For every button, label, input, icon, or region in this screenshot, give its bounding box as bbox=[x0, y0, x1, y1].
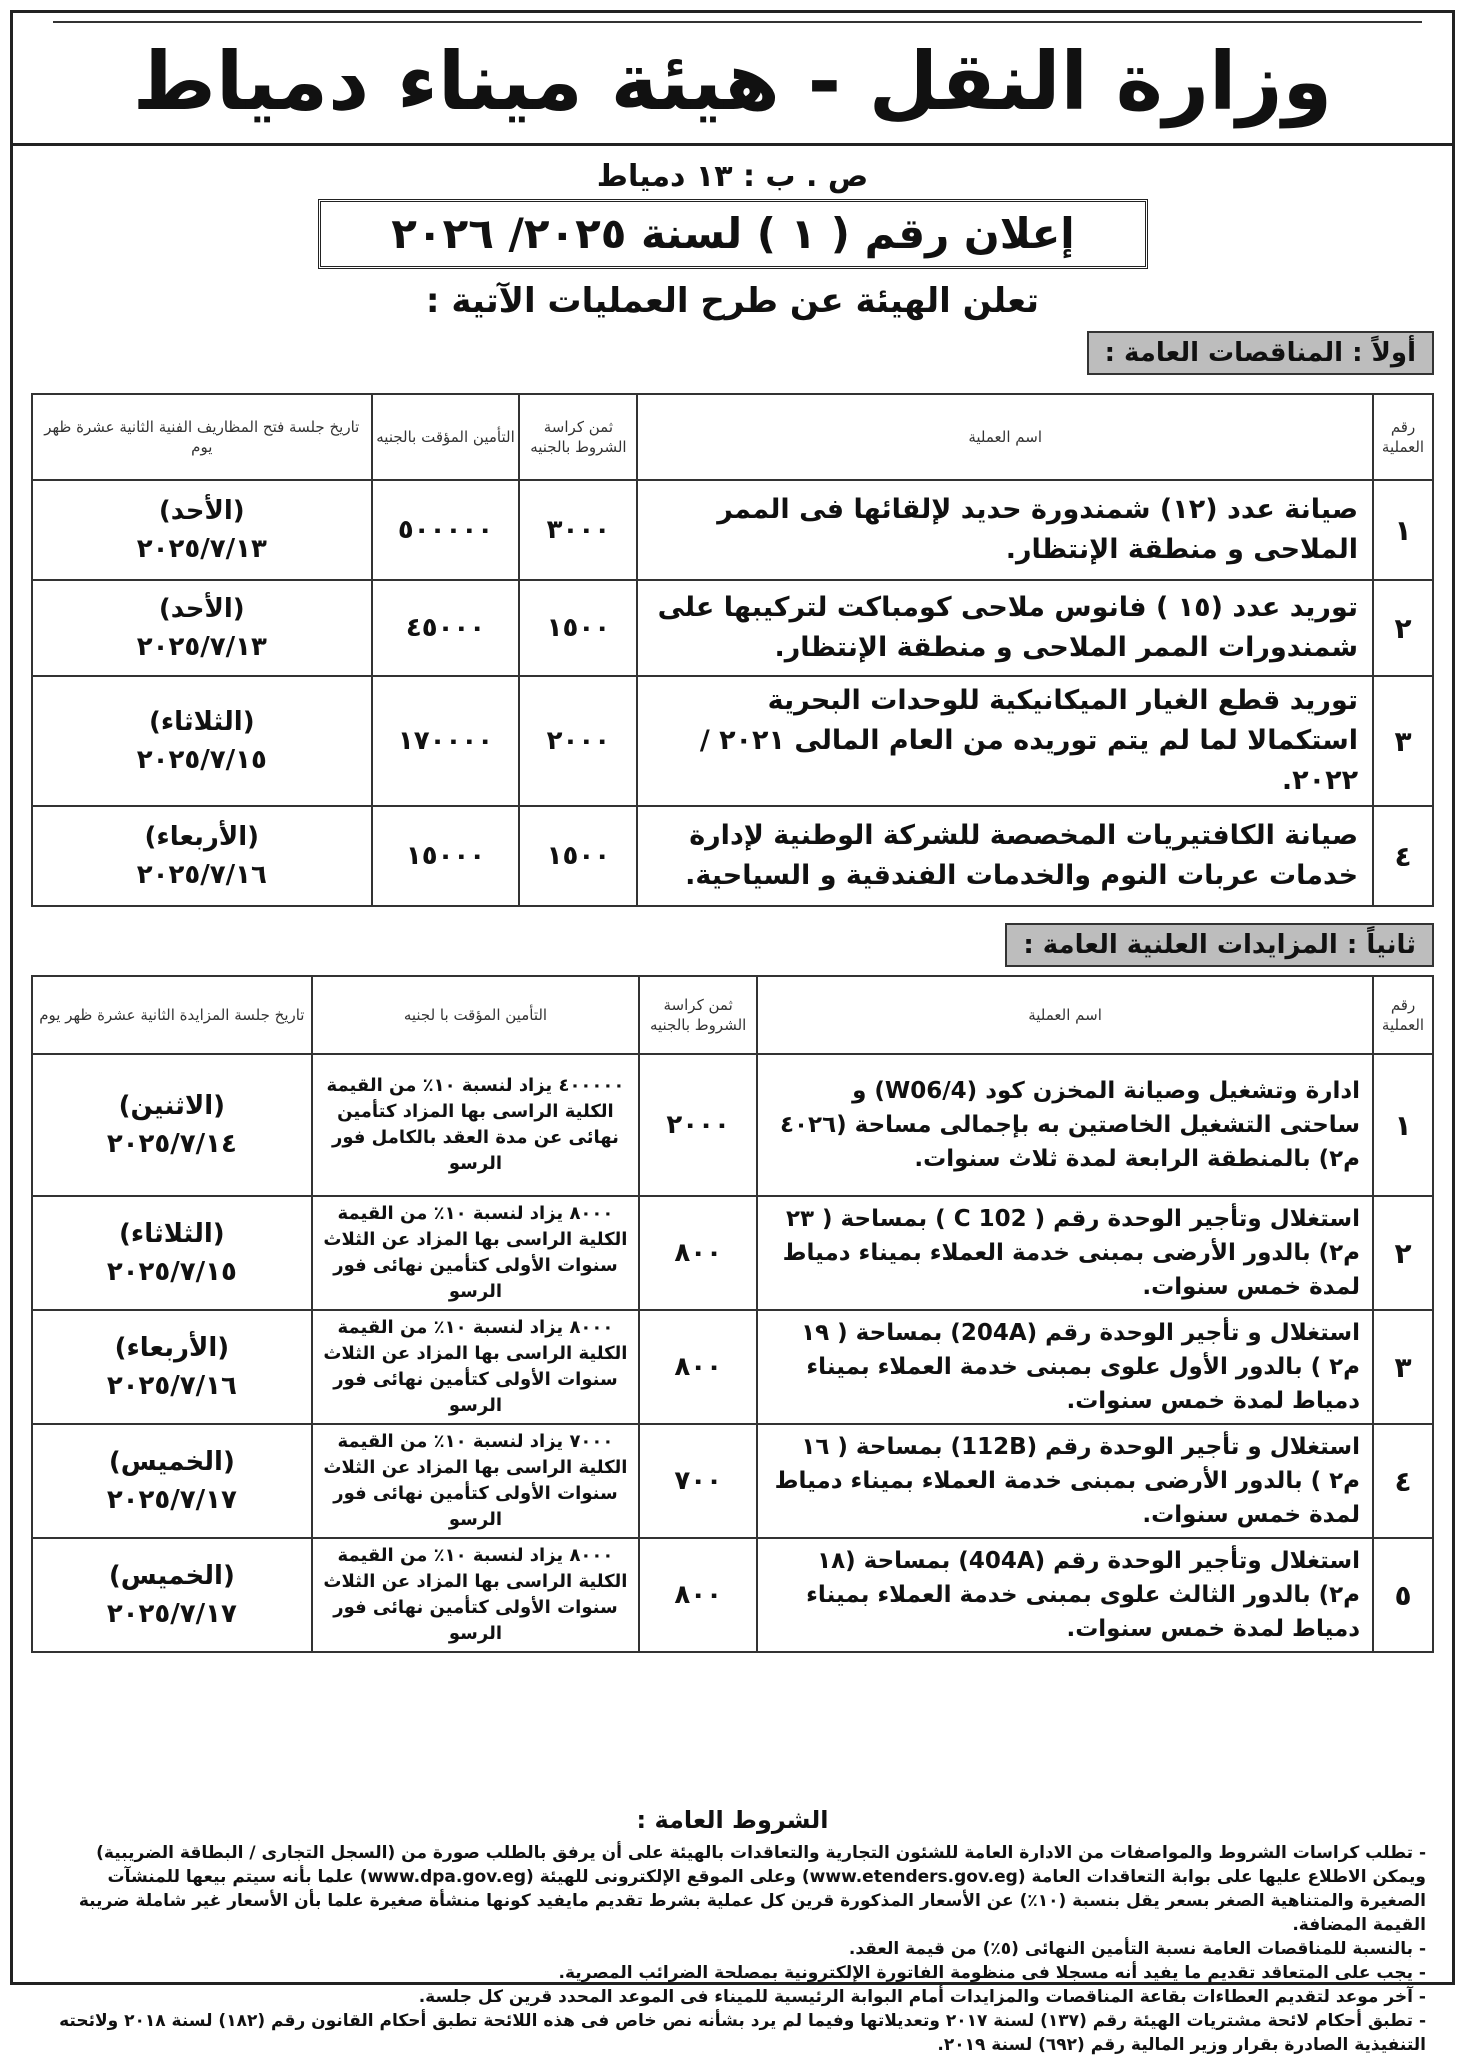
insurance-amount: ٤٥٠٠٠ bbox=[372, 580, 520, 676]
row-number: ٤ bbox=[1373, 1424, 1433, 1538]
terms-item: - تطبق أحكام لائحة مشتريات الهيئة رقم (١٣٧) لسنة ٢٠١٧ وتعديلاتها وفيما لم يرد بشأنه نص خاص فى هذه اللائحة تطبق أحكام القانون رقم (١٨٢) لسنة ٢٠١٨ ولائحته التنفيذية الصادرة بقرار وزير المالية رقم (٦٩٢) لسنة ٢٠١٩. bbox=[59, 2011, 1426, 2055]
booklet-price: ١٥٠٠ bbox=[519, 580, 637, 676]
session-date-value: ٢٠٢٥/٧/١٦ bbox=[106, 1371, 237, 1401]
col-date-header: تاريخ جلسة فتح المظاريف الفنية الثانية عشرة ظهر يوم bbox=[32, 394, 372, 480]
operation-name: صيانة عدد (١٢) شمندورة حديد لإلقائها فى الممر الملاحى و منطقة الإنتظار. bbox=[637, 480, 1373, 580]
insurance-amount: ٨٠٠٠ يزاد لنسبة ١٠٪ من القيمة الكلية الراسى بها المزاد عن الثلاث سنوات الأولى كتأمين نهائى فور الرسو bbox=[312, 1196, 639, 1310]
session-day: (الثلاثاء) bbox=[119, 1219, 225, 1249]
session-date-value: ٢٠٢٥/٧/١٤ bbox=[106, 1129, 237, 1159]
row-number: ٣ bbox=[1373, 676, 1433, 806]
col-num-header: رقم العملية bbox=[1373, 976, 1433, 1054]
row-number: ٢ bbox=[1373, 580, 1433, 676]
terms-item: - آخر موعد لتقديم العطاءات بقاعة المناقصات والمزايدات أمام البوابة الرئيسية للميناء فى الموعد المحدد قرين كل جلسة. bbox=[418, 1987, 1426, 2007]
row-number: ٢ bbox=[1373, 1196, 1433, 1310]
table-row bbox=[32, 806, 1433, 906]
row-number: ١ bbox=[1373, 480, 1433, 580]
insurance-amount: ١٥٠٠٠ bbox=[372, 806, 520, 906]
table-row bbox=[32, 1538, 1433, 1652]
row-number: ٣ bbox=[1373, 1310, 1433, 1424]
session-date-value: ٢٠٢٥/٧/١٧ bbox=[106, 1485, 237, 1515]
tenders-table bbox=[31, 393, 1434, 907]
tenders-header-row bbox=[32, 394, 1433, 480]
terms-item: - تطلب كراسات الشروط والمواصفات من الادارة العامة للشئون التجارية والتعاقدات بالهيئة على أن يرفق بالطلب صورة من (السجل التجارى / البطاقة الضريبية) ويمكن الاطلاع عليها على بوابة التعاقدات العامة (www.etenders.gov.eg) وعلى الموقع الإلكترونى للهيئة (www.dpa.gov.eg) علما بأنه سيتم بيعها للمنشآت الصغيرة والمتناهية الصغر بسعر يقل بنسبة (١٠٪) عن الأسعار المذكورة قرين كل عملية بشرط تقديم مايفيد كونها منشأة صغيرة علما بأن الأسعار غير شاملة ضريبة القيمة المضافة. bbox=[78, 1843, 1426, 1935]
operation-name: استغلال و تأجير الوحدة رقم (112B) بمساحة ( ١٦ م٢ ) بالدور الأرضى بمبنى خدمة العملاء بميناء دمياط لمدة خمس سنوات. bbox=[757, 1424, 1373, 1538]
terms-item: - يجب على المتعاقد تقديم ما يفيد أنه مسجلا فى منظومة الفاتورة الإلكترونية بمصلحة الضرائب المصرية. bbox=[558, 1963, 1426, 1983]
session-date bbox=[32, 580, 372, 676]
operation-name: ادارة وتشغيل وصيانة المخزن كود (W06/4) و ساحتى التشغيل الخاصتين به بإجمالى مساحة (٤٠٢٦ م٢) بالمنطقة الرابعة لمدة ثلاث سنوات. bbox=[757, 1054, 1373, 1196]
col-price-header: ثمن كراسة الشروط بالجنيه bbox=[639, 976, 757, 1054]
session-date bbox=[32, 480, 372, 580]
session-date bbox=[32, 1538, 312, 1652]
session-date bbox=[32, 806, 372, 906]
session-date bbox=[32, 1424, 312, 1538]
booklet-price: ٢٠٠٠ bbox=[639, 1054, 757, 1196]
col-insurance-header: التأمين المؤقت بالجنيه bbox=[372, 394, 520, 480]
session-date bbox=[32, 1196, 312, 1310]
operation-name: توريد عدد (١٥ ) فانوس ملاحى كومباكت لتركيبها على شمندورات الممر الملاحى و منطقة الإنتظار. bbox=[637, 580, 1373, 676]
col-price-header: ثمن كراسة الشروط بالجنيه bbox=[519, 394, 637, 480]
session-day: (الخميس) bbox=[108, 1447, 235, 1477]
announcement-number: إعلان رقم ( ١ ) لسنة ٢٠٢٥/ ٢٠٢٦ bbox=[318, 199, 1148, 269]
booklet-price: ٧٠٠ bbox=[639, 1424, 757, 1538]
session-date bbox=[32, 676, 372, 806]
general-terms-list bbox=[39, 1841, 1426, 2057]
session-date-value: ٢٠٢٥/٧/١٣ bbox=[136, 632, 267, 662]
operation-name: استغلال و تأجير الوحدة رقم (204A) بمساحة ( ١٩ م٢ ) بالدور الأول علوى بمبنى خدمة العملاء بميناء دمياط لمدة خمس سنوات. bbox=[757, 1310, 1373, 1424]
page-title: وزارة النقل - هيئة ميناء دمياط bbox=[13, 27, 1452, 146]
session-date-value: ٢٠٢٥/٧/١٥ bbox=[136, 745, 267, 775]
auctions-table bbox=[31, 975, 1434, 1653]
insurance-amount: ٨٠٠٠ يزاد لنسبة ١٠٪ من القيمة الكلية الراسى بها المزاد عن الثلاث سنوات الأولى كتأمين نهائى فور الرسو bbox=[312, 1310, 639, 1424]
booklet-price: ١٥٠٠ bbox=[519, 806, 637, 906]
session-day: (الخميس) bbox=[108, 1561, 235, 1591]
session-date-value: ٢٠٢٥/٧/١٦ bbox=[136, 860, 267, 890]
session-date-value: ٢٠٢٥/٧/١٧ bbox=[106, 1599, 237, 1629]
terms-item: - بالنسبة للمناقصات العامة نسبة التأمين النهائى (٥٪) من قيمة العقد. bbox=[848, 1939, 1426, 1959]
insurance-amount: ٨٠٠٠ يزاد لنسبة ١٠٪ من القيمة الكلية الراسى بها المزاد عن الثلاث سنوات الأولى كتأمين نهائى فور الرسو bbox=[312, 1538, 639, 1652]
row-number: ١ bbox=[1373, 1054, 1433, 1196]
session-day: (الأحد) bbox=[158, 594, 245, 624]
table-row bbox=[32, 1310, 1433, 1424]
operation-name: صيانة الكافتيريات المخصصة للشركة الوطنية لإدارة خدمات عربات النوم والخدمات الفندقية و السياحية. bbox=[637, 806, 1373, 906]
session-day: (الأربعاء) bbox=[114, 1333, 230, 1363]
col-insurance-header: التأمين المؤقت با لجنيه bbox=[312, 976, 639, 1054]
insurance-amount: ٧٠٠٠ يزاد لنسبة ١٠٪ من القيمة الكلية الراسى بها المزاد عن الثلاث سنوات الأولى كتأمين نهائى فور الرسو bbox=[312, 1424, 639, 1538]
table-row bbox=[32, 676, 1433, 806]
insurance-amount: ١٧٠٠٠٠ bbox=[372, 676, 520, 806]
table-row bbox=[32, 480, 1433, 580]
operation-name: استغلال وتأجير الوحدة رقم ( 102 C ) بمساحة ( ٢٣ م٢) بالدور الأرضى بمبنى خدمة العملاء بميناء دمياط لمدة خمس سنوات. bbox=[757, 1196, 1373, 1310]
tenders-section-title: أولاً : المناقصات العامة : bbox=[1087, 331, 1434, 375]
session-date bbox=[32, 1310, 312, 1424]
intro-text: تعلن الهيئة عن طرح العمليات الآتية : bbox=[425, 281, 1040, 321]
row-number: ٤ bbox=[1373, 806, 1433, 906]
operation-name: استغلال وتأجير الوحدة رقم (404A) بمساحة (١٨ م٢) بالدور الثالث علوى بمبنى خدمة العملاء بميناء دمياط لمدة خمس سنوات. bbox=[757, 1538, 1373, 1652]
session-day: (الثلاثاء) bbox=[148, 707, 255, 737]
booklet-price: ٣٠٠٠ bbox=[519, 480, 637, 580]
po-box: ص . ب : ١٣ دمياط bbox=[596, 159, 869, 194]
operation-name: توريد قطع الغيار الميكانيكية للوحدات البحرية استكمالا لما لم يتم توريده من العام المالى ٢٠٢١ /٢٠٢٢. bbox=[637, 676, 1373, 806]
auctions-header-row bbox=[32, 976, 1433, 1054]
booklet-price: ٨٠٠ bbox=[639, 1196, 757, 1310]
session-day: (الاثنين) bbox=[118, 1091, 226, 1121]
booklet-price: ٨٠٠ bbox=[639, 1310, 757, 1424]
general-terms-title: الشروط العامة : bbox=[636, 1806, 829, 1834]
insurance-amount: ٤٠٠٠٠٠ يزاد لنسبة ١٠٪ من القيمة الكلية الراسى بها المزاد كتأمين نهائى عن مدة العقد بالكامل فور الرسو bbox=[312, 1054, 639, 1196]
auctions-section-title: ثانياً : المزايدات العلنية العامة : bbox=[1005, 923, 1434, 967]
announcement-page bbox=[10, 10, 1455, 2055]
insurance-amount: ٥٠٠٠٠٠ bbox=[372, 480, 520, 580]
table-row bbox=[32, 1054, 1433, 1196]
table-row bbox=[32, 580, 1433, 676]
booklet-price: ٢٠٠٠ bbox=[519, 676, 637, 806]
col-name-header: اسم العملية bbox=[757, 976, 1373, 1054]
session-date-value: ٢٠٢٥/٧/١٣ bbox=[136, 534, 267, 564]
row-number: ٥ bbox=[1373, 1538, 1433, 1652]
col-date-header: تاريخ جلسة المزايدة الثانية عشرة ظهر يوم bbox=[32, 976, 312, 1054]
session-date bbox=[32, 1054, 312, 1196]
col-num-header: رقم العملية bbox=[1373, 394, 1433, 480]
session-date-value: ٢٠٢٥/٧/١٥ bbox=[106, 1257, 237, 1287]
session-day: (الأحد) bbox=[158, 496, 245, 526]
top-rule bbox=[53, 21, 1422, 23]
table-row bbox=[32, 1196, 1433, 1310]
session-day: (الأربعاء) bbox=[144, 822, 260, 852]
table-row bbox=[32, 1424, 1433, 1538]
booklet-price: ٨٠٠ bbox=[639, 1538, 757, 1652]
col-name-header: اسم العملية bbox=[637, 394, 1373, 480]
